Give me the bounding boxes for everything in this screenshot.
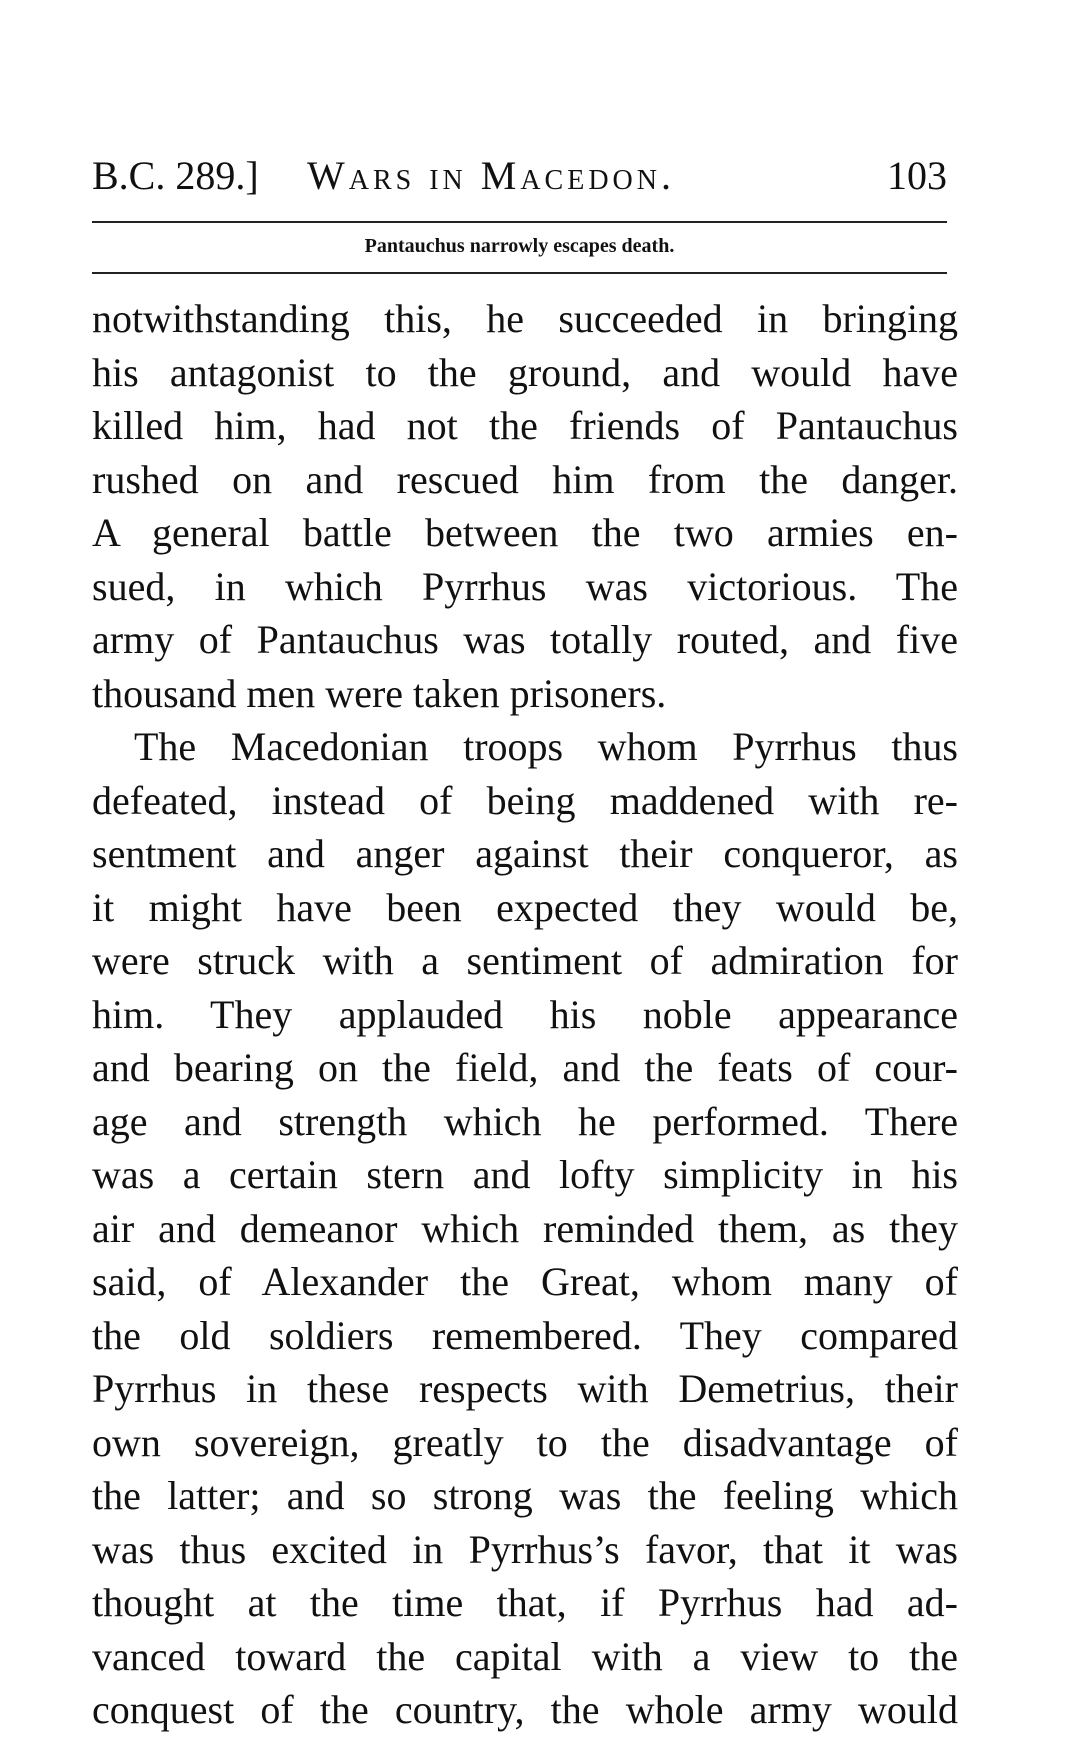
text-line: it might have been expected they would be, [92,884,958,930]
text-line: rushed on and rescued him from the danger. [92,456,958,502]
chapter-title: Wars in Macedon. [307,153,675,198]
header-rule-bottom [92,272,947,274]
section-date: B.C. 289.] [92,153,259,198]
text-line: thought at the time that, if Pyrrhus had ad- [92,1580,958,1625]
text-line: was a certain stern and lofty simplicity in his [92,1152,958,1197]
running-head [92,148,947,204]
text-line: age and strength which he performed. There [92,1098,958,1144]
text-line: were struck with a sentiment of admiration for [92,938,958,983]
header-rule-top [92,221,947,223]
text-line: him. They applauded his noble appearance [92,991,958,1037]
text-line: own sovereign, greatly to the disadvantage of [92,1419,958,1465]
body-text [92,292,958,1737]
page-number: 103 [887,153,947,198]
text-line: killed him, had not the friends of Pantauchus [92,403,958,448]
text-line: his antagonist to the ground, and would have [92,349,958,395]
paragraph-1 [92,292,958,720]
text-line: the latter; and so strong was the feeling which [92,1473,958,1518]
text-line: vanced toward the capital with a view to the [92,1633,958,1679]
text-line: was thus excited in Pyrrhus’s favor, that it was [92,1526,958,1572]
text-line: The Macedonian troops whom Pyrrhus thus [134,724,958,769]
text-line: Pyrrhus in these respects with Demetrius, their [92,1366,958,1411]
text-line: and bearing on the field, and the feats of cour- [92,1045,958,1090]
paragraph-2 [92,720,958,1737]
text-line: conquest of the country, the whole army would [92,1687,958,1732]
text-line: air and demeanor which reminded them, as they [92,1205,958,1251]
text-line: notwithstanding this, he succeeded in bringing [92,296,958,341]
text-line: army of Pantauchus was totally routed, and five [92,617,958,662]
text-line: the old soldiers remembered. They compared [92,1312,958,1358]
text-line: said, of Alexander the Great, whom many of [92,1259,958,1304]
text-line: sentment and anger against their conqueror, as [92,831,958,876]
text-line: sued, in which Pyrrhus was victorious. The [92,563,958,609]
text-line: thousand men were taken prisoners. [92,670,667,716]
text-line: defeated, instead of being maddened with re- [92,777,958,823]
text-line: A general battle between the two armies en- [92,510,958,555]
page-subheading: Pantauchus narrowly escapes death. [364,235,675,257]
